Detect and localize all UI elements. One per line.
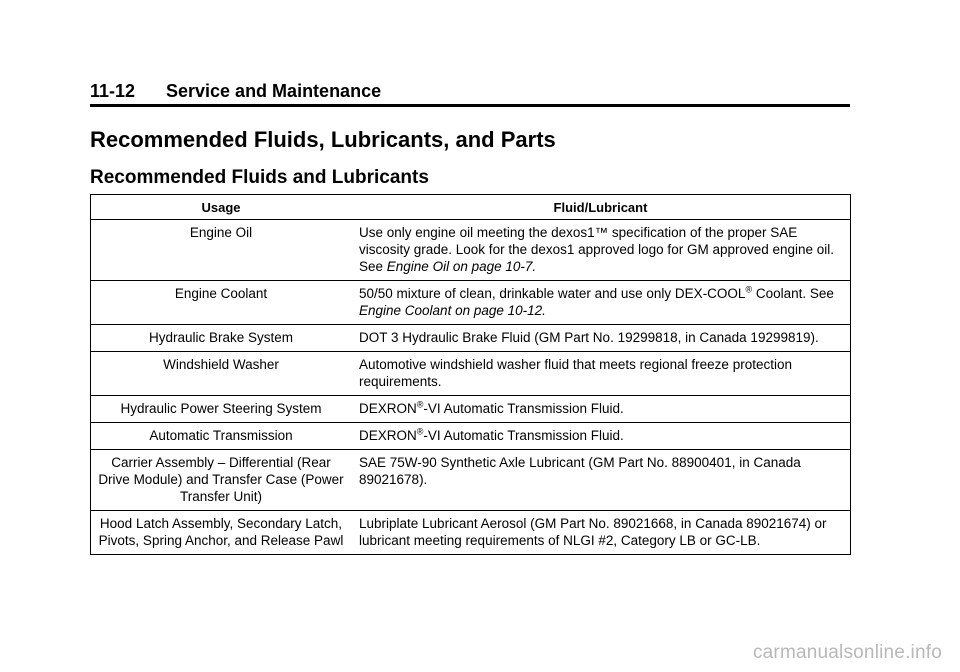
registered-mark: ® <box>416 399 424 410</box>
fluid-cell: DEXRON®-VI Automatic Transmission Fluid. <box>351 423 851 450</box>
section-title: Service and Maintenance <box>166 81 382 101</box>
usage-cell: Engine Oil <box>91 220 352 281</box>
page-reference: Engine Coolant on page 10-12 <box>359 303 543 318</box>
table-row <box>91 325 851 352</box>
table-row <box>91 450 851 511</box>
fluid-cell: DEXRON®-VI Automatic Transmission Fluid. <box>351 396 851 423</box>
registered-mark: ® <box>416 426 424 437</box>
column-header-fluid: Fluid/Lubricant <box>351 195 851 220</box>
table-row <box>91 423 851 450</box>
fluid-cell: Lubriplate Lubricant Aerosol (GM Part No. 89021668, in Canada 89021674) or lubricant meeting requirements of NLGI #2, Category LB or GC-LB. <box>351 511 851 555</box>
page-number: 11-12 <box>90 81 136 101</box>
fluid-cell: SAE 75W-90 Synthetic Axle Lubricant (GM Part No. 88900401, in Canada 89021678). <box>351 450 851 511</box>
usage-cell: Engine Coolant <box>91 281 352 325</box>
usage-cell: Automatic Transmission <box>91 423 352 450</box>
fluid-cell: DOT 3 Hydraulic Brake Fluid (GM Part No. 19299818, in Canada 19299819). <box>351 325 851 352</box>
fluid-cell: Use only engine oil meeting the dexos1™ specification of the proper SAE viscosity grade. Look for the dexos1 approved logo for GM approved engine oil. See Engine Oil on page 10-7. <box>351 220 851 281</box>
usage-cell: Hydraulic Power Steering System <box>91 396 352 423</box>
usage-cell: Windshield Washer <box>91 352 352 396</box>
table-row <box>91 352 851 396</box>
page-title: Recommended Fluids, Lubricants, and Parts <box>90 127 556 152</box>
fluid-cell: Automotive windshield washer fluid that meets regional freeze protection requirements. <box>351 352 851 396</box>
page-header <box>90 80 850 107</box>
table-row <box>91 220 851 281</box>
fluid-cell: 50/50 mixture of clean, drinkable water and use only DEX-COOL® Coolant. See Engine Coolant on page 10-12. <box>351 281 851 325</box>
table-row <box>91 396 851 423</box>
usage-cell: Carrier Assembly – Differential (Rear Drive Module) and Transfer Case (Power Transfer Unit) <box>91 450 352 511</box>
column-header-usage: Usage <box>91 195 352 220</box>
watermark: carmanualsonline.info <box>752 642 942 663</box>
section-subtitle: Recommended Fluids and Lubricants <box>90 167 429 188</box>
usage-cell: Hood Latch Assembly, Secondary Latch, Pivots, Spring Anchor, and Release Pawl <box>91 511 352 555</box>
page-reference: Engine Oil on page 10-7 <box>386 259 533 274</box>
table-header-row <box>91 195 851 220</box>
table-row <box>91 281 851 325</box>
usage-cell: Hydraulic Brake System <box>91 325 352 352</box>
fluids-table <box>90 194 851 555</box>
registered-mark: ® <box>745 284 753 295</box>
table-row <box>91 511 851 555</box>
